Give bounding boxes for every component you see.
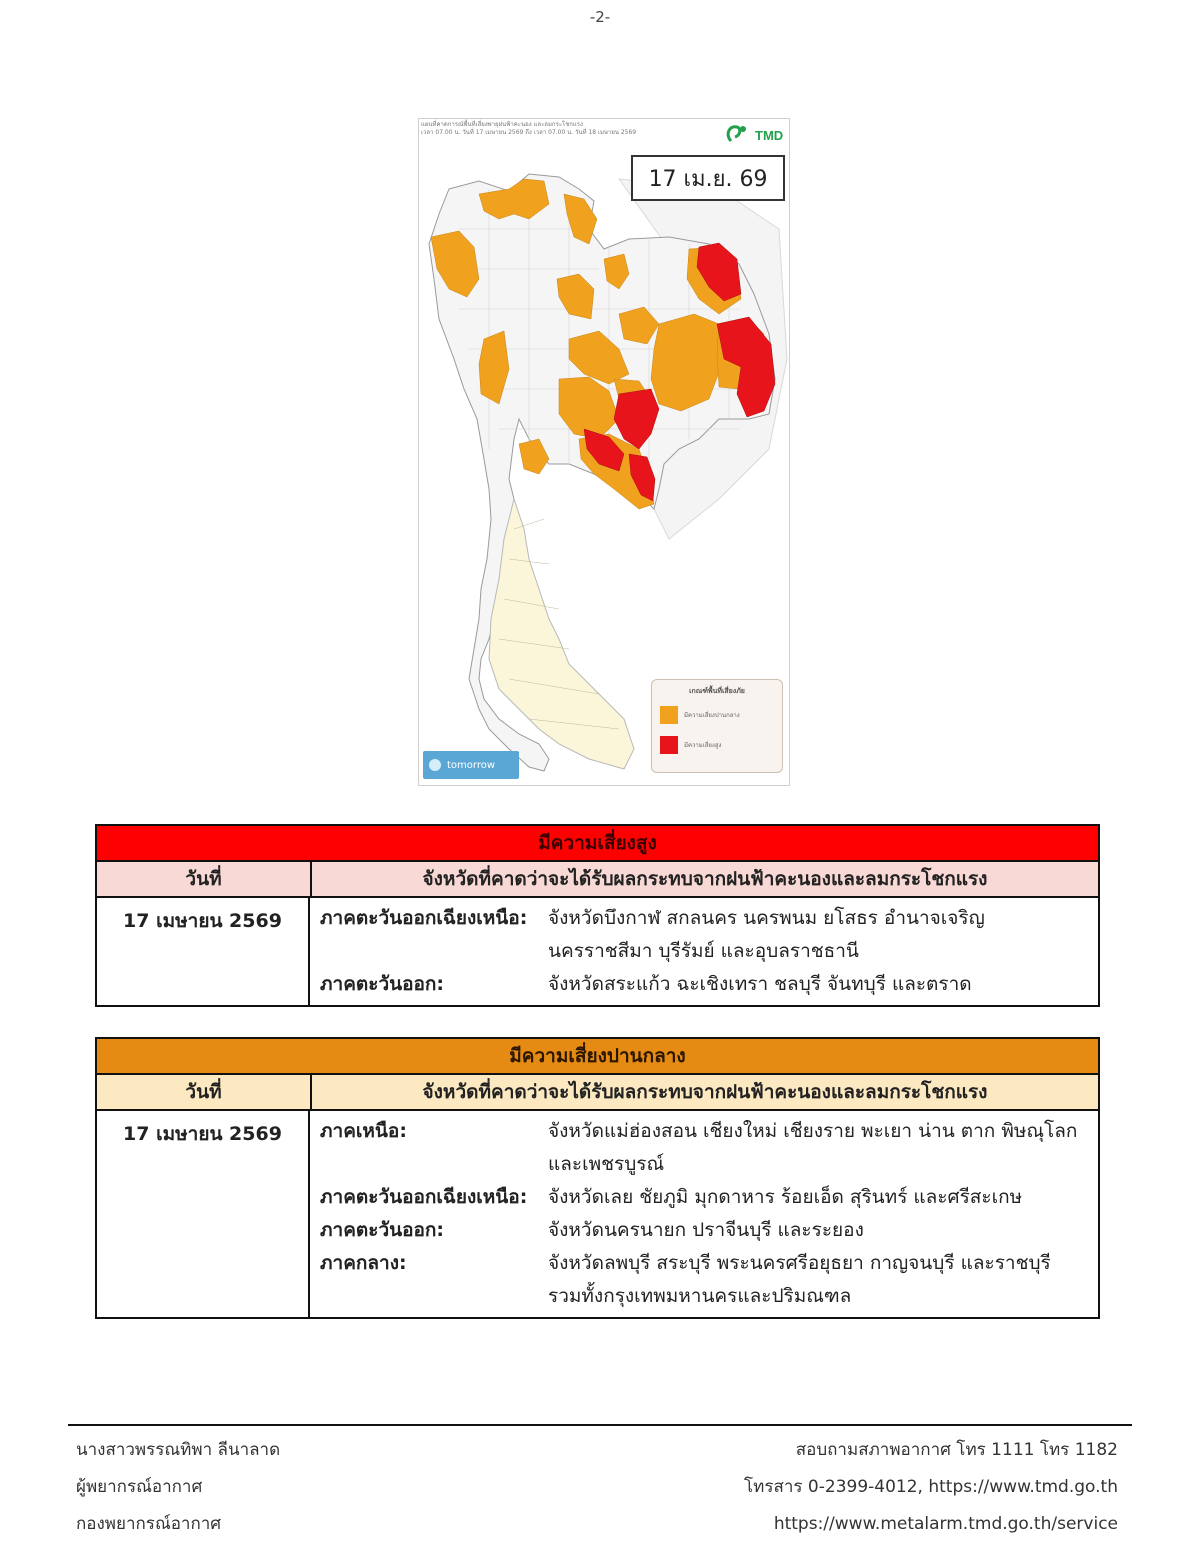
region-name: ภาคกลาง: (320, 1252, 407, 1274)
moderate-risk-title: มีความเสี่ยงปานกลาง (97, 1039, 1098, 1075)
tomorrow-badge (423, 751, 519, 779)
map-header (421, 121, 711, 137)
moderate-risk-table (95, 1037, 1100, 1319)
legend-swatch-red (660, 736, 678, 754)
legend-item-high (660, 736, 721, 754)
high-risk-body-row (97, 898, 1098, 1005)
footer-contact-info (744, 1432, 1118, 1543)
forecaster-name: นางสาวพรรณทิพา ลีนาลาด (76, 1440, 281, 1460)
legend-swatch-orange (660, 706, 678, 724)
high-risk-header-row (97, 862, 1098, 898)
high-risk-col-provinces: จังหวัดที่คาดว่าจะได้รับผลกระทบจากฝนฟ้าคะนองและลมกระโชกแรง (422, 868, 988, 890)
contact-phone: สอบถามสภาพอากาศ โทร 1111 โทร 1182 (795, 1440, 1118, 1460)
high-risk-provinces (310, 898, 1098, 1005)
contact-fax-website[interactable]: โทรสาร 0-2399-4012, https://www.tmd.go.th (744, 1477, 1118, 1497)
region-provinces: จังหวัดเลย ชัยภูมิ มุกดาหาร ร้อยเอ็ด สุรินทร์ และศรีสะเกษ (548, 1186, 1023, 1208)
region-name: ภาคเหนือ: (320, 1120, 407, 1142)
region-row (320, 1214, 1090, 1247)
region-name: ภาคตะวันออก: (320, 1219, 445, 1241)
footer-divider (68, 1424, 1132, 1426)
forecaster-division: กองพยากรณ์อากาศ (76, 1514, 222, 1534)
moderate-risk-header-row (97, 1075, 1098, 1111)
region-provinces: จังหวัดบึงกาฬ สกลนคร นครพนม ยโสธร อำนาจเจริญ นครราชสีมา บุรีรัมย์ และอุบลราชธานี (548, 907, 985, 962)
region-row (320, 1181, 1090, 1214)
legend-label-high: มีความเสี่ยงสูง (684, 742, 722, 749)
high-risk-date: 17 เมษายน 2569 (97, 898, 310, 1005)
region-provinces: จังหวัดสระแก้ว ฉะเชิงเทรา ชลบุรี จันทบุรี และตราด (548, 973, 972, 995)
region-name: ภาคตะวันออกเฉียงเหนือ: (320, 907, 528, 929)
moderate-risk-provinces (310, 1111, 1098, 1317)
tomorrow-badge-text: tomorrow (447, 759, 496, 771)
legend-item-moderate (660, 706, 740, 724)
region-row (320, 968, 1090, 1001)
moderate-risk-date: 17 เมษายน 2569 (97, 1111, 310, 1317)
risk-map-figure (418, 118, 790, 786)
region-row (320, 1115, 1090, 1181)
contact-service-link[interactable]: https://www.metalarm.tmd.go.th/service (773, 1514, 1118, 1534)
moderate-risk-body-row (97, 1111, 1098, 1317)
legend-label-moderate: มีความเสี่ยงปานกลาง (684, 712, 740, 719)
moderate-risk-col-provinces: จังหวัดที่คาดว่าจะได้รับผลกระทบจากฝนฟ้าคะนองและลมกระโชกแรง (422, 1081, 988, 1103)
map-date-box: 17 เม.ย. 69 (631, 155, 785, 201)
region-row (320, 902, 1090, 968)
moderate-risk-col-date: วันที่ (97, 1075, 312, 1109)
tmd-logo-text: TMD (755, 128, 784, 143)
legend-title: เกณฑ์พื้นที่เสี่ยงภัย (689, 687, 745, 695)
map-header-line-2: เวลา 07.00 น. วันที่ 17 เมษายน 2569 ถึง เวลา 07.00 น. วันที่ 18 เมษายน 2569 (421, 129, 637, 136)
region-name: ภาคตะวันออกเฉียงเหนือ: (320, 1186, 528, 1208)
region-provinces: จังหวัดแม่ฮ่องสอน เชียงใหม่ เชียงราย พะเยา น่าน ตาก พิษณุโลก และเพชรบูรณ์ (548, 1120, 1078, 1175)
high-risk-title: มีความเสี่ยงสูง (97, 826, 1098, 862)
region-provinces: จังหวัดลพบุรี สระบุรี พระนครศรีอยุธยา กาญจนบุรี และราชบุรี รวมทั้งกรุงเทพมหานครและปริมณฑล (548, 1252, 1051, 1307)
map-header-line-1: แผนที่คาดการณ์พื้นที่เสี่ยงพายุฝนฟ้าคะนอง และลมกระโชกแรง (421, 121, 583, 128)
region-row (320, 1247, 1090, 1313)
map-legend (651, 679, 783, 773)
high-risk-table (95, 824, 1100, 1007)
tomorrow-logo-icon (429, 759, 441, 771)
footer-forecaster-info (76, 1432, 280, 1543)
region-name: ภาคตะวันออก: (320, 973, 445, 995)
high-risk-col-date: วันที่ (97, 862, 312, 896)
tmd-logo (721, 121, 785, 147)
page-number: -2- (589, 8, 611, 26)
region-provinces: จังหวัดนครนายก ปราจีนบุรี และระยอง (548, 1219, 864, 1241)
forecaster-position: ผู้พยากรณ์อากาศ (76, 1477, 203, 1497)
